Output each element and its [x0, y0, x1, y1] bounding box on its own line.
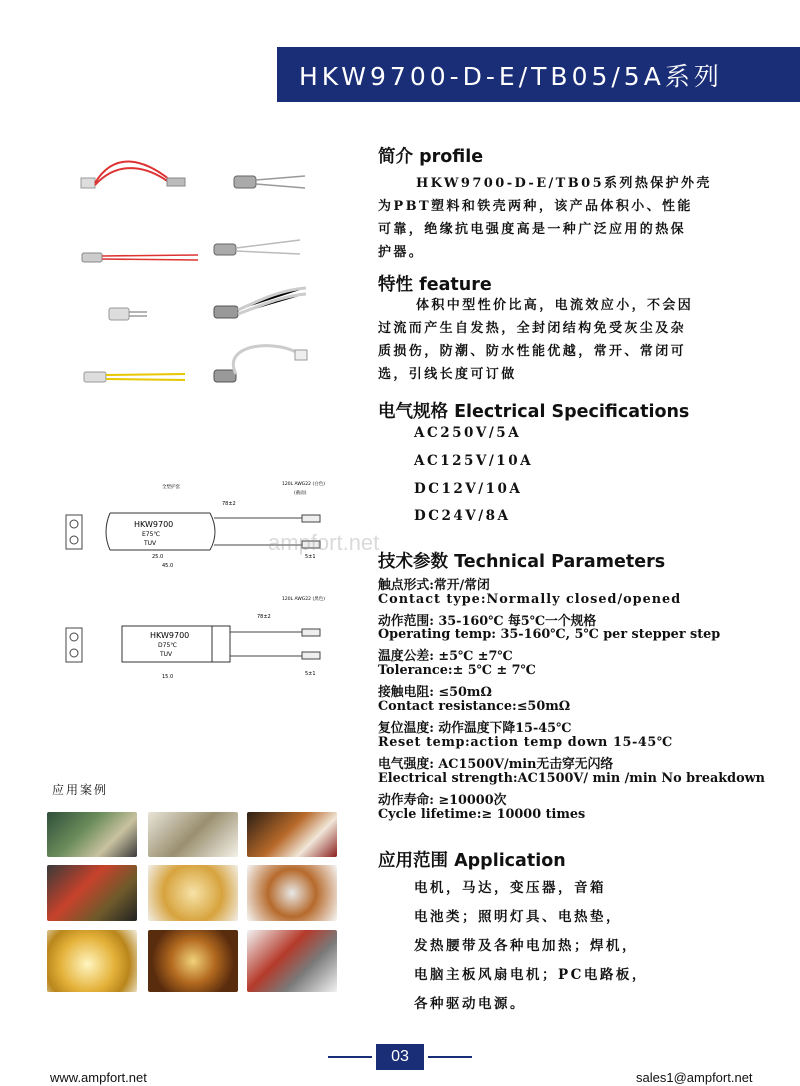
drawing-top-model: HKW9700 [134, 520, 174, 529]
tech-line: 电气强度: AC1500V/min无击穿无闪络 [378, 757, 614, 772]
profile-heading: 简介 profile [378, 147, 484, 167]
case-photo [47, 812, 137, 857]
drawing-top-temp: E75℃ [142, 531, 161, 538]
profile-line: 可靠，绝缘抗电强度高是一种广泛应用的热保 [378, 222, 687, 237]
tech-line: Contact type:Normally closed/opened [378, 592, 682, 607]
drawing-top-wire: 120L AWG22 (白色) [282, 482, 325, 487]
application-heading: 应用范围 Application [378, 851, 566, 871]
tech-line: Reset temp:action temp down 15-45℃ [378, 735, 673, 750]
drawing-top-cert: TUV [144, 540, 157, 547]
drawing-bottom-len2: 15.0 [162, 674, 174, 680]
tech-line: 接触电阻: ≤50mΩ [378, 685, 492, 700]
drawing-bottom-wire: 120L AWG22 (黑色) [282, 597, 325, 602]
application-line: 电脑主板风扇电机；PC电路板， [414, 967, 648, 983]
application-line: 各种驱动电源。 [414, 996, 526, 1012]
product-image-3 [78, 245, 203, 270]
product-image-6 [210, 280, 310, 325]
product-image-1 [75, 150, 190, 200]
drawing-bottom-model: HKW9700 [150, 631, 190, 640]
profile-line: 为PBT塑料和铁壳两种，该产品体积小、性能 [378, 199, 693, 214]
case-photo [148, 812, 238, 857]
drawing-bottom-temp: D75℃ [158, 642, 177, 649]
feature-line: 质损伤，防潮、防水性能优越，常开、常闭可 [378, 344, 687, 359]
cases-label: 应用案例 [52, 783, 109, 797]
product-image-7 [80, 365, 190, 390]
feature-line: 体积中型性价比高，电流效应小，不会因 [416, 298, 694, 313]
product-image-8 [210, 338, 310, 388]
tech-line: Operating temp: 35-160℃, 5℃ per stepper step [378, 627, 721, 642]
case-photo [148, 865, 238, 921]
application-line: 发热腰带及各种电加热；焊机， [414, 938, 638, 954]
drawing-bottom-len1: 78±2 [257, 614, 271, 620]
tech-line: 复位温度: 动作温度下降15-45℃ [378, 721, 572, 736]
drawing-top-paren: (截面) [294, 491, 307, 496]
profile-line: 护器。 [378, 245, 425, 260]
tech-line: Cycle lifetime:≥ 10000 times [378, 807, 586, 822]
watermark: ampfort.net [268, 530, 380, 555]
application-line: 电池类；照明灯具、电热垫， [414, 909, 622, 925]
tech-line: 温度公差: ±5℃ ±7℃ [378, 649, 513, 664]
drawing-top-len1: 78±2 [222, 501, 236, 507]
drawing-top-note: 全塑护套 [162, 485, 180, 490]
case-photo [247, 812, 337, 857]
profile-body [378, 172, 783, 264]
electrical-spec: AC250V/5A [414, 425, 522, 441]
drawing-top-len2: 25.0 [152, 554, 164, 560]
product-image-4 [210, 232, 305, 262]
page-number: 03 [376, 1044, 424, 1070]
drawing-bottom-strip: 5±1 [305, 671, 316, 677]
drawing-bottom-cert: TUV [160, 651, 173, 658]
case-photo [47, 865, 137, 921]
electrical-heading: 电气规格 Electrical Specifications [378, 402, 690, 422]
technical-drawing-bottom [62, 590, 362, 690]
electrical-spec: DC12V/10A [414, 481, 523, 497]
tech-line: 动作寿命: ≥10000次 [378, 793, 507, 808]
product-image-5 [105, 302, 150, 327]
electrical-spec: DC24V/8A [414, 508, 511, 524]
application-line: 电机，马达，变压器，音箱 [414, 880, 606, 896]
product-image-2 [230, 170, 310, 195]
feature-line: 选，引线长度可订做 [378, 367, 517, 382]
drawing-top-len3: 45.0 [162, 563, 174, 569]
tech-line: Tolerance:± 5℃ ± 7℃ [378, 663, 536, 678]
feature-line: 过流而产生自发热，全封闭结构免受灰尘及杂 [378, 321, 687, 336]
page-line-left [328, 1056, 372, 1058]
case-photo [47, 930, 137, 992]
series-title: HKW9700-D-E/TB05/5A系列 [299, 61, 723, 91]
tech-line: Electrical strength:AC1500V/ min /min No breakdown [378, 771, 765, 786]
page-line-right [428, 1056, 472, 1058]
header-banner [277, 47, 800, 102]
feature-heading: 特性 feature [378, 275, 492, 295]
footer-website[interactable]: www.ampfort.net [50, 1070, 147, 1085]
technical-heading: 技术参数 Technical Parameters [378, 552, 666, 572]
footer-email[interactable]: sales1@ampfort.net [636, 1070, 753, 1085]
feature-body [378, 294, 783, 386]
tech-line: 触点形式:常开/常闭 [378, 578, 490, 593]
electrical-spec: AC125V/10A [414, 453, 534, 469]
tech-line: Contact resistance:≤50mΩ [378, 699, 571, 714]
case-photo [148, 930, 238, 992]
tech-line: 动作范围: 35-160℃ 每5℃一个规格 [378, 614, 597, 629]
case-photo [247, 865, 337, 921]
drawing-top-strip: 5±1 [305, 554, 316, 560]
profile-line: HKW9700-D-E/TB05系列热保护外壳 [416, 176, 712, 191]
case-photo [247, 930, 337, 992]
